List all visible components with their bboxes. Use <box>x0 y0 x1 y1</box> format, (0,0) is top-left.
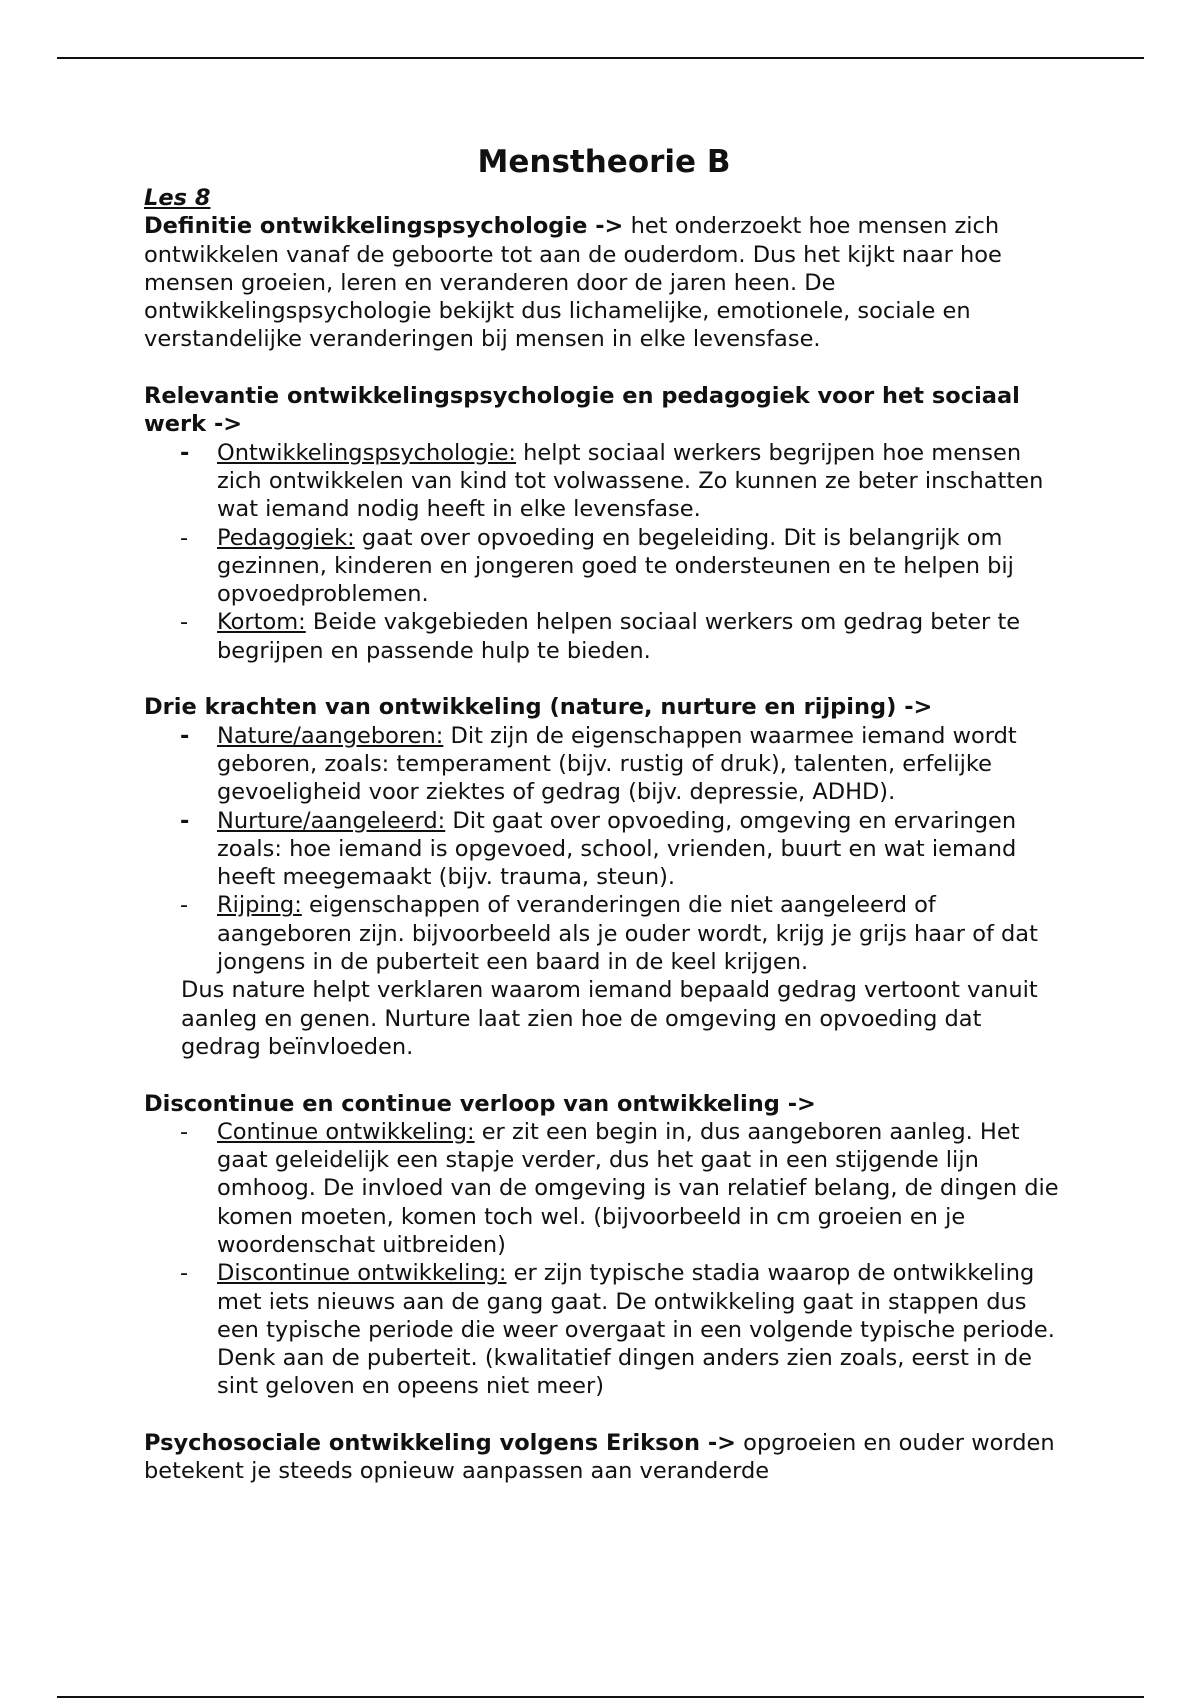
list-item-text: er zijn typische stadia waarop de ontwikkeling met iets nieuws aan de gang gaat. De ontwikkeling gaat in stappen dus een typische periode die weer overgaat in een volgende typische periode. Denk aan de puberteit. (kwalitatief dingen anders zien zoals, eerst in de sint geloven en opeens niet meer) <box>217 1260 1055 1400</box>
list-item-text: er zit een begin in, dus aangeboren aanleg. Het gaat geleidelijk een stapje verder, dus het gaat in een stijgende lijn omhoog. De invloed van de omgeving is van relatief belang, de dingen die komen moeten, komen toch wel. (bijvoorbeeld in cm groeien en je woordenschat uitbreiden) <box>217 1118 1059 1258</box>
lesson-label: Les 8 <box>144 185 211 211</box>
list-item: - Pedagogiek: gaat over opvoeding en begeleiding. Dit is belangrijk om gezinnen, kinderen en jongeren goed te ondersteunen en te helpen bij opvoedproblemen. <box>180 524 1014 608</box>
course-heading: Discontinue en continue verloop van ontwikkeling -> <box>144 1090 816 1117</box>
list-item: - Kortom: Beide vakgebieden helpen sociaal werkers om gedrag beter te begrijpen en passende hulp te bieden. <box>180 609 1021 664</box>
list-item-term: Continue ontwikkeling: <box>217 1118 475 1145</box>
list-item-term: Discontinue ontwikkeling: <box>217 1260 507 1287</box>
list-item-term: Rijping: <box>217 892 302 919</box>
list-item: - Discontinue ontwikkeling: er zijn typische stadia waarop de ontwikkeling met iets nieuws aan de gang gaat. De ontwikkeling gaat in stappen dus een typische periode die weer overgaat in een volgende typische periode. Denk aan de puberteit. (kwalitatief dingen anders zien zoals, eerst in de sint geloven en opeens niet meer) <box>180 1260 1055 1400</box>
erikson-text: opgroeien en ouder worden betekent je steeds opnieuw aanpassen aan veranderde <box>144 1430 1055 1485</box>
list-item-text: Dit gaat over opvoeding, omgeving en ervaringen zoals: hoe iemand is opgevoed, school, vrienden, buurt en wat iemand heeft meegemaakt (bijv. trauma, steun). <box>217 807 1017 891</box>
course-list <box>144 1118 1064 1401</box>
list-item-text: eigenschappen of veranderingen die niet aangeleerd of aangeboren zijn. bijvoorbeeld als je ouder wordt, krijg je grijs haar of dat jongens in de puberteit een baard in de keel krijgen. <box>217 892 1038 976</box>
bottom-rule <box>57 1696 1144 1698</box>
list-item-text: gaat over opvoeding en begeleiding. Dit is belangrijk om gezinnen, kinderen en jongeren goed te ondersteunen en te helpen bij opvoedproblemen. <box>217 524 1014 608</box>
forces-heading: Drie krachten van ontwikkeling (nature, nurture en rijping) -> <box>144 694 933 721</box>
list-item-term: Nature/aangeboren: <box>217 722 444 749</box>
list-item-term: Nurture/aangeleerd: <box>217 807 446 834</box>
erikson-heading: Psychosociale ontwikkeling volgens Erikson -> <box>144 1430 737 1457</box>
list-item: - Ontwikkelingspsychologie: helpt sociaal werkers begrijpen hoe mensen zich ontwikkelen van kind tot volwassene. Zo kunnen ze beter inschatten wat iemand nodig heeft in elke levensfase. <box>180 439 1044 523</box>
list-item: - Continue ontwikkeling: er zit een begin in, dus aangeboren aanleg. Het gaat geleidelijk een stapje verder, dus het gaat in een stijgende lijn omhoog. De invloed van de omgeving is van relatief belang, de dingen die komen moeten, komen toch wel. (bijvoorbeeld in cm groeien en je woordenschat uitbreiden) <box>180 1118 1059 1258</box>
definition-text: het onderzoekt hoe mensen zich ontwikkelen vanaf de geboorte tot aan de ouderdom. Dus het kijkt naar hoe mensen groeien, leren en veranderen door de jaren heen. De ontwikkelingspsychologie bekijkt dus lichamelijke, emotionele, sociale en verstandelijke veranderingen bij mensen in elke levensfase. <box>144 213 1002 353</box>
list-item-term: Pedagogiek: <box>217 524 355 551</box>
document-page <box>144 140 1064 1486</box>
forces-summary: Dus nature helpt verklaren waarom iemand bepaald gedrag vertoont vanuit aanleg en genen. Nurture laat zien hoe de omgeving en opvoeding dat gedrag beïnvloeden. <box>181 977 1038 1060</box>
list-item-term: Ontwikkelingspsychologie: <box>217 439 517 466</box>
top-rule <box>57 57 1144 59</box>
list-item: - Rijping: eigenschappen of veranderingen die niet aangeleerd of aangeboren zijn. bijvoorbeeld als je ouder wordt, krijg je grijs haar of dat jongens in de puberteit een baard in de keel krijgen. <box>180 892 1038 976</box>
definition-heading: Definitie ontwikkelingspsychologie -> <box>144 213 624 240</box>
relevance-list <box>144 439 1064 665</box>
relevance-heading: Relevantie ontwikkelingspsychologie en pedagogiek voor het sociaal werk -> <box>144 383 1020 438</box>
list-item: - Nurture/aangeleerd: Dit gaat over opvoeding, omgeving en ervaringen zoals: hoe iemand is opgevoed, school, vrienden, buurt en wat iemand heeft meegemaakt (bijv. trauma, steun). <box>180 807 1017 891</box>
definition-paragraph <box>144 212 1064 353</box>
list-item-term: Kortom: <box>217 609 306 636</box>
list-item: - Nature/aangeboren: Dit zijn de eigenschappen waarmee iemand wordt geboren, zoals: temperament (bijv. rustig of druk), talenten, erfelijke gevoeligheid voor ziektes of gedrag (bijv. depressie, ADHD). <box>180 722 1017 806</box>
list-item-text: Beide vakgebieden helpen sociaal werkers om gedrag beter te begrijpen en passende hulp te bieden. <box>217 609 1021 664</box>
list-item-text: Dit zijn de eigenschappen waarmee iemand wordt geboren, zoals: temperament (bijv. rustig of druk), talenten, erfelijke gevoeligheid voor ziektes of gedrag (bijv. depressie, ADHD). <box>217 722 1017 806</box>
forces-list <box>144 722 1064 977</box>
list-item-text: helpt sociaal werkers begrijpen hoe mensen zich ontwikkelen van kind tot volwassene. Zo kunnen ze beter inschatten wat iemand nodig heeft in elke levensfase. <box>217 439 1044 523</box>
erikson-paragraph <box>144 1429 1064 1486</box>
page-title: Menstheorie B <box>477 144 731 180</box>
